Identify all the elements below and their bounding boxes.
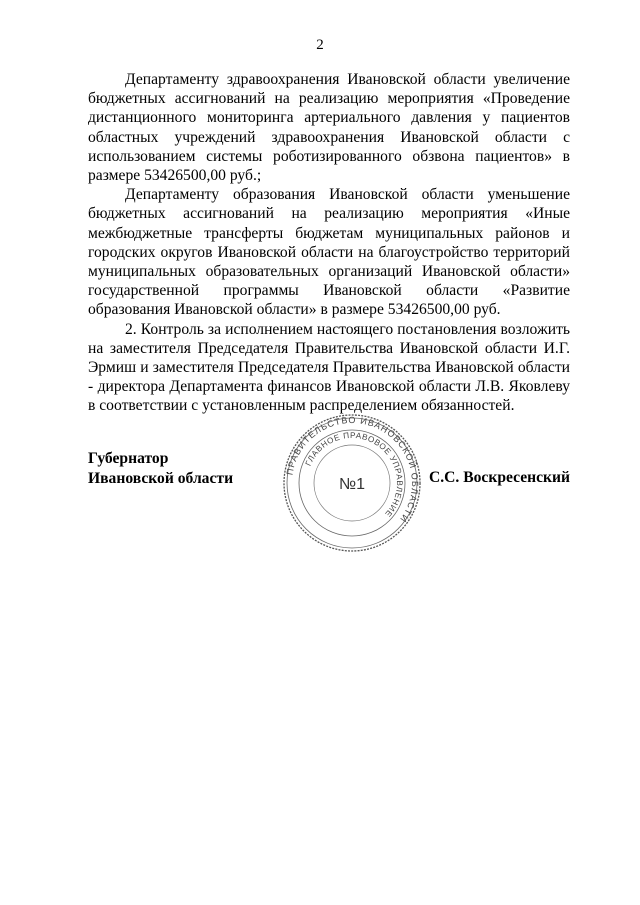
paragraph-education-decrease: Департаменту образования Ивановской области уменьшение бюджетных ассигнований на реализацию мероприятия «Иные межбюджетные трансферты бюджетам муниципальных районов и городских округов Ивановской области на благоустройство территорий муниципальных образовательных организаций Ивановской области» государственной программы Ивановской области «Развитие образования Ивановской области» в размере 53426500,00 руб. xyxy=(88,186,570,319)
paragraph-health-increase: Департаменту здравоохранения Ивановской области увеличение бюджетных ассигнований на реализацию мероприятия «Проведение дистанционного мониторинга артериального давления у пациентов областных учреждений здравоохранения Ивановской области с использованием системы роботизированного обзвона пациентов» в размере 53426500,00 руб.; xyxy=(88,71,570,185)
position-line-1: Губернатор xyxy=(88,450,169,467)
signatory-position xyxy=(88,449,233,489)
document-body xyxy=(88,70,570,416)
page-number: 2 xyxy=(316,37,324,53)
seal-outer-text: ПРАВИТЕЛЬСТВО ИВАНОВСКОЙ ОБЛАСТИ xyxy=(284,414,421,525)
signatory-name: С.С. Воскресенский xyxy=(429,469,570,486)
position-line-2: Ивановской области xyxy=(88,470,234,487)
seal-number: №1 xyxy=(338,476,366,493)
paragraph-control-clause: 2. Контроль за исполнением настоящего постановления возложить на заместителя Председателя Правительства Ивановской области И.Г. Эрмиш и заместителя Председателя Правительства Ивановской области - директора Департамента финансов Ивановской области Л.В. Яковлеву в соответствии с установленным распределением обязанностей. xyxy=(88,320,570,415)
official-seal-stamp xyxy=(282,413,422,553)
seal-inner-text: ГЛАВНОЕ ПРАВОВОЕ УПРАВЛЕНИЕ xyxy=(303,430,405,519)
